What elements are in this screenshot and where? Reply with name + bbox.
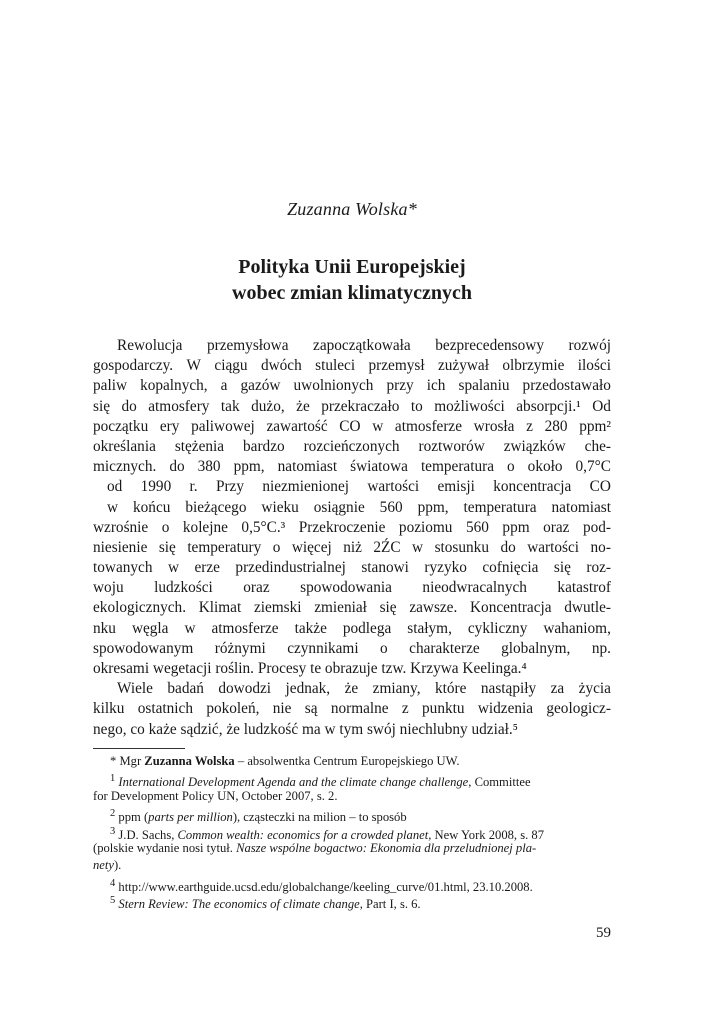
body-line: gospodarczy. W ciągu dwóch stuleci przemysł zużywał olbrzymie ilości — [93, 357, 611, 375]
body-line: nego, co każe sądzić, że ludzkość ma w tym swój niechlubny udział.⁵ — [93, 720, 519, 738]
footnote-author-name: Zuzanna Wolska — [144, 754, 235, 768]
footnote-3-title: Common wealth: economics for a crowded planet — [177, 827, 429, 842]
footnote-marker: 4 — [110, 877, 116, 889]
article-title — [93, 254, 611, 306]
footnote-1-title: International Development Agenda and the climate change challenge — [118, 775, 469, 790]
footnote-marker: 5 — [110, 895, 116, 907]
title-line: wobec zmian klimatycznych — [232, 282, 472, 304]
footnote-author: * Mgr Zuzanna Wolska – absolwentka Centrum Europejskiego UW. — [93, 753, 611, 770]
footnote-2: $^2$ ppm (parts per million), cząsteczki na milion – to sposób — [110, 808, 407, 825]
body-line: niesienie się temperatury o więcej niż 2ŹC w stosunku do wartości no- — [93, 538, 611, 556]
body-line: określania stężenia bardzo rozcieńczonych roztworów związków che- — [93, 437, 611, 455]
footnote-3-cont: nety). — [93, 858, 122, 873]
footnote-4 — [93, 875, 611, 892]
page-number: 59 — [596, 925, 611, 941]
footnote-divider — [93, 748, 185, 749]
article-body — [93, 336, 611, 740]
footnote-3: $^3$ J.D. Sachs, Common wealth: economics for a crowded planet, New York 2008, s. 87 — [110, 825, 545, 842]
body-line: Wiele badań dowodzi jednak, że zmiany, które nastąpiły za życia — [117, 680, 611, 698]
body-line: micznych. do 380 ppm, natomiast światowa temperatura o około 0,7°C — [93, 458, 611, 476]
author-name: Zuzanna Wolska* — [287, 199, 417, 219]
footnote-marker: 2 — [110, 808, 116, 820]
footnote-3-cont: (polskie wydanie nosi tytuł. Nasze wspólne bogactwo: Ekonomia dla przeludnionej pla- — [93, 840, 537, 855]
body-line: paliw kopalnych, a gazów uwolnionych przy ich spalaniu przedostawało — [93, 377, 611, 395]
footnote-marker: 1 — [110, 773, 116, 785]
body-line: spowodowanym różnymi czynnikami o charakterze globalnym, np. — [93, 639, 611, 657]
body-line: okresami wegetacji roślin. Procesy te obrazuje tzw. Krzywa Keelinga.⁴ — [93, 660, 527, 677]
body-line: się do atmosfery tak dużo, że przekraczało to możliwości absorpcji.¹ Od — [93, 397, 611, 415]
footnote-5: $^5$ Stern Review: The economics of climate change, Part I, s. 6. — [110, 895, 421, 912]
body-line: nku węgla w atmosferze także podlega stałym, cykliczny wahaniom, — [93, 619, 611, 637]
body-line: w końcu bieżącego wieku osiągnie 560 ppm, temperatura natomiast — [107, 498, 611, 516]
body-line: początku ery paliwowej zawartość CO w atmosferze wrosła z 280 ppm² — [93, 417, 611, 435]
body-line: wzrośnie o kolejne 0,5°C.³ Przekroczenie poziomu 560 ppm oraz pod- — [93, 518, 611, 536]
body-line: Rewolucja przemysłowa zapoczątkowała bezprecedensowy rozwój — [117, 337, 611, 354]
footnote-1: $^1$ International Development Agenda and the climate change challenge, Committee — [110, 773, 531, 790]
body-line: od 1990 r. Przy niezmienionej wartości emisji koncentracja CO — [107, 478, 611, 496]
title-line: Polityka Unii Europejskiej — [238, 256, 466, 278]
body-line: woju ludzkości oraz spowodowania nieodwracalnych katastrof — [93, 579, 611, 597]
body-line: kilku ostatnich pokoleń, nie są normalne z punktu widzenia geologicz- — [93, 700, 611, 718]
footnote-marker: 3 — [110, 825, 116, 837]
footnote-marker: * — [110, 754, 117, 768]
footnote-2-title: parts per million — [148, 810, 233, 825]
footnotes — [93, 753, 611, 910]
body-line: ekologicznych. Klimat ziemski zmieniał się zawsze. Koncentracja dwutle- — [93, 599, 611, 617]
footnote-1-cont: for Development Policy UN, October 2007, s. 2. — [93, 788, 338, 803]
footnote-4-url: http://www.earthguide.ucsd.edu/globalchange/keeling_curve/01.html, 23.10.2008. — [118, 879, 533, 894]
body-line: towanych w erze przedindustrialnej stanowi ryzyko cofnięcia się roz- — [93, 559, 611, 577]
footnote-5-title: Stern Review: The economics of climate change — [118, 897, 360, 912]
